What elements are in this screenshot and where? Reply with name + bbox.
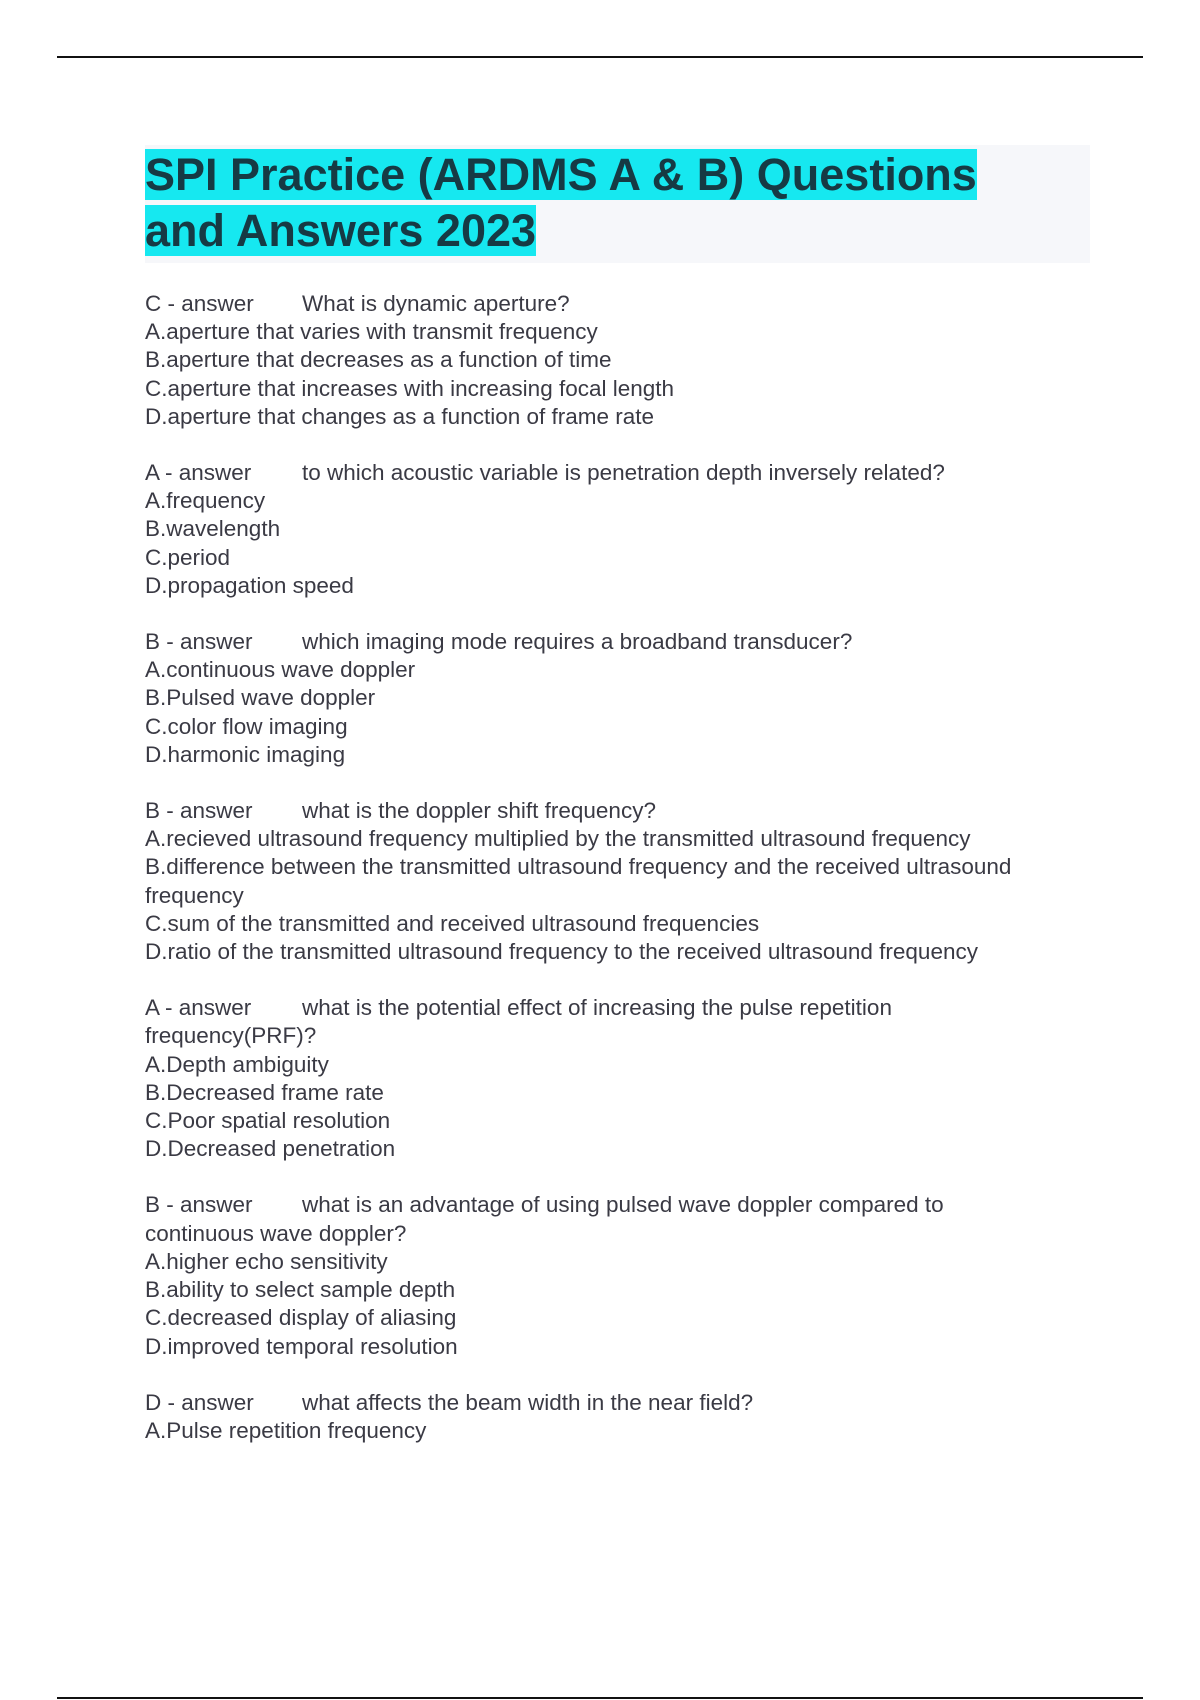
question-item bbox=[145, 628, 1090, 769]
option-a: A.Depth ambiguity bbox=[145, 1051, 329, 1077]
question-text: what is the doppler shift frequency? bbox=[302, 798, 656, 824]
question-text: what is an advantage of using pulsed wave doppler compared to continuous wave doppler? bbox=[145, 1192, 944, 1246]
question-item bbox=[145, 1389, 1090, 1445]
option-c: C.aperture that increases with increasing focal length bbox=[145, 375, 675, 401]
option-d: D.harmonic imaging bbox=[145, 741, 346, 767]
answer-key: B - answer bbox=[145, 1192, 253, 1218]
option-a: A.recieved ultrasound frequency multiplied by the transmitted ultrasound frequency bbox=[145, 826, 971, 852]
option-a: A.aperture that varies with transmit frequency bbox=[145, 319, 598, 345]
option-c: C.sum of the transmitted and received ultrasound frequencies bbox=[145, 910, 760, 936]
answer-key: B - answer bbox=[145, 798, 253, 824]
question-text: to which acoustic variable is penetration depth inversely related? bbox=[302, 460, 945, 486]
option-c: C.period bbox=[145, 544, 231, 570]
option-d: D.improved temporal resolution bbox=[145, 1333, 458, 1359]
option-d: D.aperture that changes as a function of frame rate bbox=[145, 403, 655, 429]
title-line-2: and Answers 2023 bbox=[145, 205, 537, 256]
option-a: A.continuous wave doppler bbox=[145, 657, 416, 683]
question-item bbox=[145, 459, 1090, 600]
question-item bbox=[145, 797, 1090, 966]
question-text: which imaging mode requires a broadband transducer? bbox=[302, 629, 853, 655]
page-title bbox=[145, 147, 1090, 259]
title-line-1: SPI Practice (ARDMS A & B) Questions bbox=[145, 149, 977, 200]
option-d: D.propagation speed bbox=[145, 572, 354, 598]
option-b: B.Pulsed wave doppler bbox=[145, 685, 376, 711]
option-c: C.decreased display of aliasing bbox=[145, 1305, 457, 1331]
option-b: B.difference between the transmitted ultrasound frequency and the received ultrasound frequency bbox=[145, 854, 1012, 908]
option-a: A.Pulse repetition frequency bbox=[145, 1417, 427, 1443]
question-item bbox=[145, 290, 1090, 431]
option-b: B.aperture that decreases as a function of time bbox=[145, 347, 612, 373]
question-list bbox=[145, 290, 1090, 1445]
title-block bbox=[145, 145, 1090, 263]
answer-key: C - answer bbox=[145, 291, 254, 316]
question-item bbox=[145, 994, 1090, 1163]
option-a: A.higher echo sensitivity bbox=[145, 1248, 388, 1274]
answer-key: A - answer bbox=[145, 995, 252, 1021]
option-b: B.wavelength bbox=[145, 516, 281, 542]
option-a: A.frequency bbox=[145, 488, 266, 514]
option-b: B.Decreased frame rate bbox=[145, 1079, 384, 1105]
question-text: what is the potential effect of increasing the pulse repetition frequency(PRF)? bbox=[145, 995, 892, 1049]
document-page bbox=[145, 145, 1090, 1473]
option-b: B.ability to select sample depth bbox=[145, 1277, 456, 1303]
answer-key: B - answer bbox=[145, 629, 253, 655]
option-d: D.ratio of the transmitted ultrasound frequency to the received ultrasound frequency bbox=[145, 939, 978, 965]
answer-key: A - answer bbox=[145, 460, 252, 486]
option-c: C.Poor spatial resolution bbox=[145, 1108, 391, 1134]
question-item bbox=[145, 1191, 1090, 1360]
top-rule bbox=[57, 56, 1143, 58]
option-c: C.color flow imaging bbox=[145, 713, 348, 739]
answer-key: D - answer bbox=[145, 1389, 254, 1415]
question-text: What is dynamic aperture? bbox=[302, 291, 570, 316]
question-text: what affects the beam width in the near field? bbox=[302, 1389, 754, 1415]
bottom-rule bbox=[57, 1697, 1143, 1699]
option-d: D.Decreased penetration bbox=[145, 1136, 396, 1162]
